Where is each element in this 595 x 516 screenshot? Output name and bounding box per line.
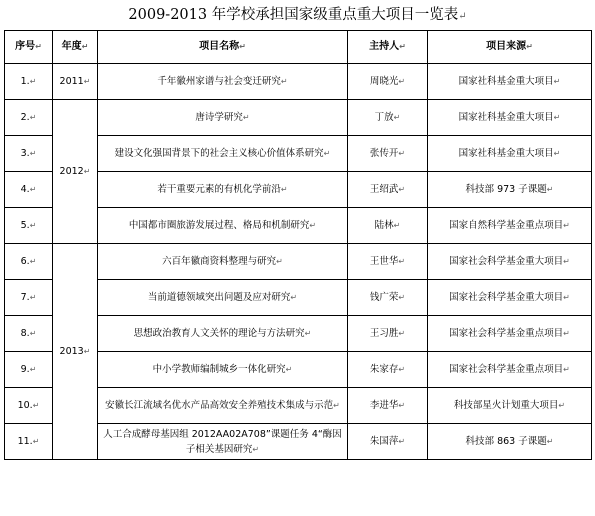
year-cell-2012: 2012↵ [53, 100, 98, 244]
row-number: 10.↵ [5, 388, 53, 424]
cell-end-mark-icon: ↵ [563, 292, 570, 302]
project-name: 中国都市圈旅游发展过程、格局和机制研究↵ [98, 208, 348, 244]
cell-end-mark-icon: ↵ [526, 42, 533, 51]
project-host: 丁放↵ [348, 100, 428, 136]
cell-end-mark-icon: ↵ [29, 328, 37, 338]
cell-end-mark-icon: ↵ [290, 293, 298, 302]
project-host: 朱家存↵ [348, 352, 428, 388]
cell-end-mark-icon: ↵ [29, 76, 37, 86]
cell-end-mark-icon: ↵ [276, 257, 283, 266]
cell-end-mark-icon: ↵ [333, 401, 340, 410]
project-name: 六百年徽商资料整理与研究↵ [98, 244, 348, 280]
header-host: 主持人↵ [348, 31, 428, 64]
project-source: 科技部 863 子课题↵ [428, 424, 592, 460]
cell-end-mark-icon: ↵ [29, 364, 37, 374]
cell-end-mark-icon: ↵ [393, 112, 401, 122]
cell-end-mark-icon: ↵ [563, 256, 570, 266]
project-source: 国家社科基金重大项目↵ [428, 136, 592, 172]
cell-end-mark-icon: ↵ [558, 400, 566, 410]
cell-end-mark-icon: ↵ [393, 220, 401, 230]
cell-end-mark-icon: ↵ [29, 220, 37, 230]
table-row [5, 64, 592, 100]
cell-end-mark-icon: ↵ [553, 76, 561, 86]
project-name: 安徽长江流域名优水产品高效安全养殖技术集成与示范↵ [98, 388, 348, 424]
cell-end-mark-icon: ↵ [398, 148, 406, 158]
header-project-name: 项目名称↵ [98, 31, 348, 64]
row-number: 7.↵ [5, 280, 53, 316]
header-year: 年度↵ [53, 31, 98, 64]
cell-end-mark-icon: ↵ [35, 42, 42, 51]
cell-end-mark-icon: ↵ [398, 436, 406, 446]
cell-end-mark-icon: ↵ [309, 221, 317, 230]
cell-end-mark-icon: ↵ [563, 364, 570, 374]
project-source: 国家社会科学基金重点项目↵ [428, 316, 592, 352]
cell-end-mark-icon: ↵ [29, 112, 37, 122]
header-source: 项目来源↵ [428, 31, 592, 64]
year-cell-2011: 2011↵ [53, 64, 98, 100]
project-source: 国家社科基金重大项目↵ [428, 64, 592, 100]
cell-end-mark-icon: ↵ [398, 400, 406, 410]
cell-end-mark-icon: ↵ [398, 364, 406, 374]
cell-end-mark-icon: ↵ [280, 77, 288, 86]
cell-end-mark-icon: ↵ [29, 292, 37, 302]
cell-end-mark-icon: ↵ [304, 329, 312, 338]
project-name: 千年徽州家谱与社会变迁研究↵ [98, 64, 348, 100]
project-name: 唐诗学研究↵ [98, 100, 348, 136]
project-host: 王世华↵ [348, 244, 428, 280]
table-row [5, 244, 592, 280]
cell-end-mark-icon: ↵ [242, 113, 250, 122]
row-number: 6.↵ [5, 244, 53, 280]
cell-end-mark-icon: ↵ [399, 42, 406, 51]
project-name: 人工合成酵母基因组 2012AA02A708”课题任务 4“酶因子相关基因研究↵ [98, 424, 348, 460]
cell-end-mark-icon: ↵ [29, 256, 37, 266]
paragraph-mark-icon: ↵ [458, 11, 467, 22]
project-name: 当前道德领域突出问题及应对研究↵ [98, 280, 348, 316]
cell-end-mark-icon: ↵ [285, 365, 293, 374]
cell-end-mark-icon: ↵ [398, 76, 406, 86]
cell-end-mark-icon: ↵ [398, 292, 406, 302]
project-host: 王习胜↵ [348, 316, 428, 352]
project-source: 国家社科基金重大项目↵ [428, 100, 592, 136]
project-name: 若干重要元素的有机化学前沿↵ [98, 172, 348, 208]
cell-end-mark-icon: ↵ [83, 76, 91, 86]
project-source: 科技部星火计划重大项目↵ [428, 388, 592, 424]
project-name: 中小学教师编制城乡一体化研究↵ [98, 352, 348, 388]
project-name: 建设文化强国背景下的社会主义核心价值体系研究↵ [98, 136, 348, 172]
cell-end-mark-icon: ↵ [546, 436, 554, 446]
cell-end-mark-icon: ↵ [553, 112, 561, 122]
row-number: 4.↵ [5, 172, 53, 208]
row-number: 9.↵ [5, 352, 53, 388]
cell-end-mark-icon: ↵ [280, 185, 288, 194]
project-host: 周晓光↵ [348, 64, 428, 100]
row-number: 2.↵ [5, 100, 53, 136]
row-number: 5.↵ [5, 208, 53, 244]
cell-end-mark-icon: ↵ [398, 328, 406, 338]
row-number: 3.↵ [5, 136, 53, 172]
cell-end-mark-icon: ↵ [398, 256, 406, 266]
cell-end-mark-icon: ↵ [83, 166, 91, 176]
cell-end-mark-icon: ↵ [29, 184, 37, 194]
cell-end-mark-icon: ↵ [29, 148, 37, 158]
row-number: 11.↵ [5, 424, 53, 460]
table-row [5, 100, 592, 136]
project-host: 朱国萍↵ [348, 424, 428, 460]
row-number: 8.↵ [5, 316, 53, 352]
project-source: 国家自然科学基金重点项目↵ [428, 208, 592, 244]
cell-end-mark-icon: ↵ [81, 42, 89, 51]
year-cell-2013: 2013↵ [53, 244, 98, 460]
cell-end-mark-icon: ↵ [323, 149, 331, 158]
cell-end-mark-icon: ↵ [83, 346, 91, 356]
project-source: 国家社会科学基金重大项目↵ [428, 280, 592, 316]
projects-table [4, 30, 592, 460]
cell-end-mark-icon: ↵ [563, 328, 570, 338]
cell-end-mark-icon: ↵ [398, 184, 406, 194]
cell-end-mark-icon: ↵ [252, 444, 260, 454]
project-name: 思想政治教育人文关怀的理论与方法研究↵ [98, 316, 348, 352]
cell-end-mark-icon: ↵ [239, 42, 246, 51]
header-row [5, 31, 592, 64]
project-host: 钱广荣↵ [348, 280, 428, 316]
page-title [0, 2, 595, 28]
row-number: 1.↵ [5, 64, 53, 100]
header-no: 序号↵ [5, 31, 53, 64]
project-host: 张传开↵ [348, 136, 428, 172]
cell-end-mark-icon: ↵ [32, 400, 40, 410]
cell-end-mark-icon: ↵ [32, 436, 40, 446]
cell-end-mark-icon: ↵ [553, 148, 561, 158]
title-text: 2009-2013 年学校承担国家级重点重大项目一览表 [128, 7, 459, 23]
project-source: 科技部 973 子课题↵ [428, 172, 592, 208]
project-source: 国家社会科学基金重点项目↵ [428, 352, 592, 388]
cell-end-mark-icon: ↵ [546, 184, 554, 194]
project-host: 陆林↵ [348, 208, 428, 244]
project-host: 王绍武↵ [348, 172, 428, 208]
project-source: 国家社会科学基金重大项目↵ [428, 244, 592, 280]
project-host: 李进华↵ [348, 388, 428, 424]
cell-end-mark-icon: ↵ [563, 220, 570, 230]
